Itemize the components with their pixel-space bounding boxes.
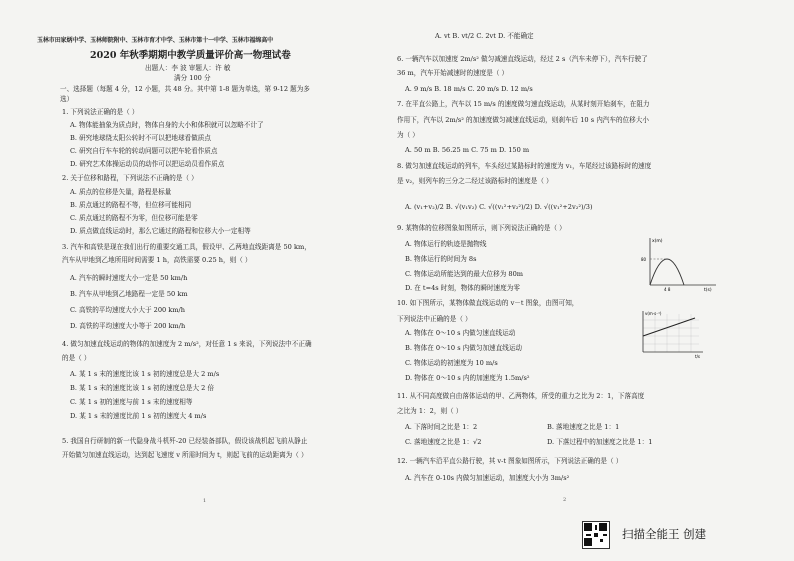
q5-options: A. vt B. vt/2 C. 2vt D. 不能确定 (435, 32, 534, 40)
q10-option-c: C. 物体运动的初速度为 10 m/s (405, 359, 498, 367)
q2-option-b: B. 质点通过的路程不等，但位移可能相同 (70, 201, 192, 209)
q11-option-c: C. 落地速度之比是 1：√2 (405, 438, 482, 446)
page-number-left: 1 (203, 498, 207, 504)
q10-option-d: D. 物体在 0～10 s 内的加速度为 1.5m/s² (405, 374, 530, 382)
question-7: 7. 在平直公路上，汽车以 15 m/s 的速度做匀速直线运动，从某时刻开始刹车，在阻力 (397, 100, 650, 108)
left-page (37, 0, 360, 561)
q8-options: A. (v₁+v₂)/2 B. √(v₁v₂) C. √((v₁²+v₂²)/2) D. √((v₁²+2v₂²)/3) (405, 203, 593, 211)
q10-x-label: t/s (695, 354, 700, 359)
q2-option-a: A. 质点的位移是矢量，路程是标量 (70, 188, 172, 196)
question-2: 2. 关于位移和路程，下列说法不正确的是（ ） (62, 174, 198, 182)
question-3-cont: 汽车从甲地到乙地所用时间需要 1 h，高铁需要 0.25 h，则（ ） (62, 256, 252, 264)
q7-options: A. 50 m B. 56.25 m C. 75 m D. 150 m (405, 146, 530, 154)
q9-y-label: x(m) (652, 239, 663, 244)
q10-velocity-graph (635, 308, 707, 360)
q4-option-b: B. 某 1 s 末的速度比该 1 s 初的速度总是大 2 倍 (70, 384, 215, 392)
section-heading: 一、选择题（每题 4 分，12 小题，共 48 分。其中第 1-8 题为单选，第 9-12 题为多 (60, 85, 310, 93)
question-5: 5. 我国自行研制的新一代隐身战斗机歼-20 已经装备部队，假设该战机起飞前从静止 (62, 437, 308, 445)
q10-y-label: v(m·s⁻¹) (645, 311, 662, 316)
q10-option-a: A. 物体在 0～10 s 内做匀速直线运动 (405, 329, 516, 337)
question-1: 1. 下列说法正确的是（ ） (62, 108, 139, 116)
q12-option-a: A. 汽车在 0-10s 内做匀加速运动，加速度大小为 3m/s² (405, 474, 570, 482)
q4-option-c: C. 某 1 s 初的速度与前 1 s 末的速度相等 (70, 398, 193, 406)
question-12: 12. 一辆汽车沿平直公路行驶，其 v-t 图象如图所示，下列说法正确的是（ ） (397, 457, 623, 465)
q9-y-tick: 80 (641, 257, 647, 262)
q2-option-c: C. 质点通过的路程不为零，但位移可能是零 (70, 214, 198, 222)
school-header: 玉林市田家炳中学、玉林师院附中、玉林市育才中学、玉林市第十一中学、玉林市福绵高中 (37, 37, 274, 44)
question-7-cont: 作用下，汽车以 2m/s² 的加速度做匀减速直线运动，则刹车后 10 s 内汽车的位移大小 (397, 116, 649, 124)
question-5-cont: 开始做匀加速直线运动，达到起飞速度 v 所需时间为 t，则起飞前的运动距离为（ ） (62, 451, 308, 459)
q11-option-a: A. 下落时间之比是 1：2 (405, 423, 478, 431)
question-7-cont2: 为（ ） (397, 131, 419, 139)
q2-option-d: D. 质点做直线运动时，那么它通过的路程和位移大小一定相等 (70, 227, 251, 235)
q3-option-d: D. 高铁的平均速度大小等于 200 km/h (70, 322, 186, 330)
q9-option-a: A. 物体运行的轨迹是抛物线 (405, 240, 487, 248)
exam-setters: 出题人：李 波 审题人：许 敏 (145, 64, 231, 72)
question-3: 3. 汽车和高铁是现在我们出行的重要交通工具，假设甲、乙两地直线距离是 50 km， (62, 243, 311, 251)
q9-option-d: D. 在 t=4s 时刻，物体的瞬时速度为零 (405, 284, 520, 292)
question-6: 6. 一辆汽车以加速度 2m/s² 做匀减速直线运动，经过 2 s（汽车未停下），汽车行驶了 (397, 55, 648, 63)
q1-option-c: C. 研究自行车车轮的转动问题可以把车轮看作质点 (70, 147, 218, 155)
question-10-cont: 下列说法中正确的是（ ） (397, 315, 472, 323)
q4-option-a: A. 某 1 s 末的速度比该 1 s 初的速度总是大 2 m/s (70, 370, 220, 378)
q3-option-c: C. 高铁的平均速度大小大于 200 km/h (70, 306, 186, 314)
question-6-cont: 36 m，汽车开始减速时的速度是（ ） (397, 69, 509, 77)
question-4: 4. 做匀加速直线运动的物体的加速度为 2 m/s²，对任意 1 s 来说，下列说法中不正确 (62, 340, 312, 348)
q9-x-label: t(s) (704, 288, 712, 293)
page-number-right: 2 (563, 497, 567, 503)
question-8-cont: 是 v₂，则列车的三分之二经过该路标时的速度是（ ） (397, 177, 553, 185)
q4-option-d: D. 某 1 s 末的速度比前 1 s 初的速度大 4 m/s (70, 412, 207, 420)
exam-score: 满分 100 分 (174, 74, 211, 82)
question-9: 9. 某物体的位移图象如图所示，则下列说法正确的是（ ） (397, 224, 566, 232)
question-11-cont: 之比为 1：2，则（ ） (397, 407, 463, 415)
q3-option-b: B. 汽车从甲地到乙地路程一定是 50 km (70, 290, 188, 298)
q11-option-d: D. 下落过程中的加速度之比是 1：1 (547, 438, 653, 446)
section-heading-cont: 选） (60, 95, 74, 103)
exam-title: 2020 年秋季期期中教学质量评价高一物理试卷 (90, 50, 291, 61)
question-4-cont: 的是（ ） (62, 354, 91, 362)
q1-option-b: B. 研究地球绕太阳公转时不可以把地球看做质点 (70, 134, 211, 142)
q10-line (643, 318, 695, 336)
question-11: 11. 从不同高度做自由落体运动的甲、乙两物体，所受的重力之比为 2：1，下落高度 (397, 392, 645, 400)
q9-curve (650, 259, 684, 285)
scanner-watermark: 扫描全能王 创建 (622, 527, 707, 541)
question-8: 8. 做匀加速直线运动的列车，车头经过某路标时的速度为 v₁，车尾经过该路标时的速度 (397, 162, 652, 170)
q9-option-c: C. 物体运动所能达到的最大位移为 80m (405, 270, 524, 278)
q9-option-b: B. 物体运行的时间为 8s (405, 255, 477, 263)
q9-x-ticks: 4 8 (664, 287, 671, 292)
q9-displacement-graph (640, 235, 720, 293)
q11-option-b: B. 落地速度之比是 1：1 (547, 423, 620, 431)
question-10: 10. 如下图所示，某物体做直线运动的 v－t 图象，由图可知， (397, 299, 579, 307)
q10-option-b: B. 物体在 0～10 s 内做匀加速直线运动 (405, 344, 523, 352)
q1-option-d: D. 研究艺术体操运动员的动作可以把运动员看作质点 (70, 160, 225, 168)
right-page (395, 0, 755, 561)
q6-options: A. 9 m/s B. 18 m/s C. 20 m/s D. 12 m/s (405, 85, 533, 93)
q1-option-a: A. 物体能抽象为质点时，物体自身的大小和体积就可以忽略不计了 (70, 121, 264, 129)
q3-option-a: A. 汽车的瞬时速度大小一定是 50 km/h (70, 274, 188, 282)
qr-code-icon (582, 521, 610, 549)
